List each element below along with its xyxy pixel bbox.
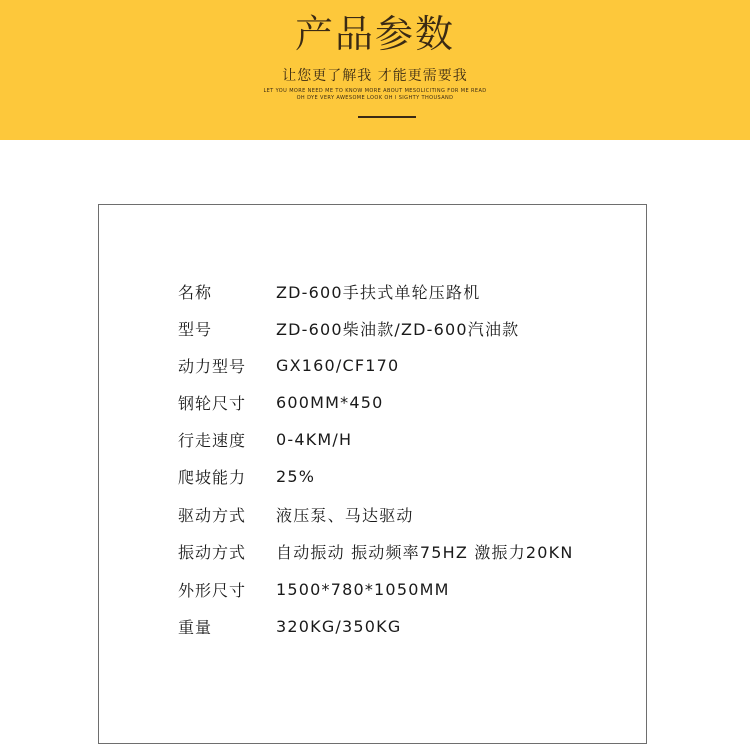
page-subtitle: 让您更了解我 才能更需要我 (282, 68, 468, 84)
spec-row-climbing-ability (178, 463, 315, 489)
spec-label: 重量 (178, 617, 213, 637)
english-tagline-line-2: OH DYE VERY AWESOME LOOK OH I SIGHTY THOUSAND (296, 95, 454, 101)
spec-value: 25% (276, 466, 316, 486)
spec-row-vibration-mode (178, 538, 574, 564)
spec-value: GX160/CF170 (276, 355, 400, 375)
english-tagline-line-1: LET YOU MORE NEED ME TO KNOW MORE ABOUT MESOLICITING FOR ME READ (263, 88, 487, 94)
spec-value: ZD-600柴油款/ZD-600汽油款 (276, 319, 520, 339)
spec-row-power-model (178, 352, 399, 378)
spec-label: 钢轮尺寸 (178, 393, 247, 413)
spec-row-drum-size (178, 389, 384, 415)
spec-label: 型号 (178, 319, 213, 339)
spec-label: 名称 (178, 282, 213, 302)
spec-value: 600MM*450 (276, 392, 384, 412)
spec-row-travel-speed (178, 426, 352, 452)
spec-label: 振动方式 (178, 542, 247, 562)
spec-label: 行走速度 (178, 430, 247, 450)
spec-label: 爬坡能力 (178, 467, 247, 487)
spec-value: 1500*780*1050MM (276, 579, 450, 599)
spec-row-drive-mode (178, 501, 414, 527)
spec-value: 320KG/350KG (276, 616, 402, 636)
spec-row-model (178, 315, 519, 341)
spec-label: 动力型号 (178, 356, 247, 376)
spec-label: 驱动方式 (178, 505, 247, 525)
title-divider (358, 116, 416, 118)
spec-value: ZD-600手扶式单轮压路机 (276, 282, 481, 302)
header-banner (0, 0, 750, 140)
page-title: 产品参数 (294, 12, 455, 56)
spec-row-name (178, 278, 480, 304)
spec-row-dimensions (178, 576, 450, 602)
spec-value: 液压泵、马达驱动 (276, 505, 414, 525)
spec-value: 自动振动 振动频率75HZ 激振力20KN (276, 542, 574, 562)
spec-row-weight (178, 613, 401, 639)
spec-label: 外形尺寸 (178, 580, 247, 600)
spec-value: 0-4KM/H (276, 429, 353, 449)
